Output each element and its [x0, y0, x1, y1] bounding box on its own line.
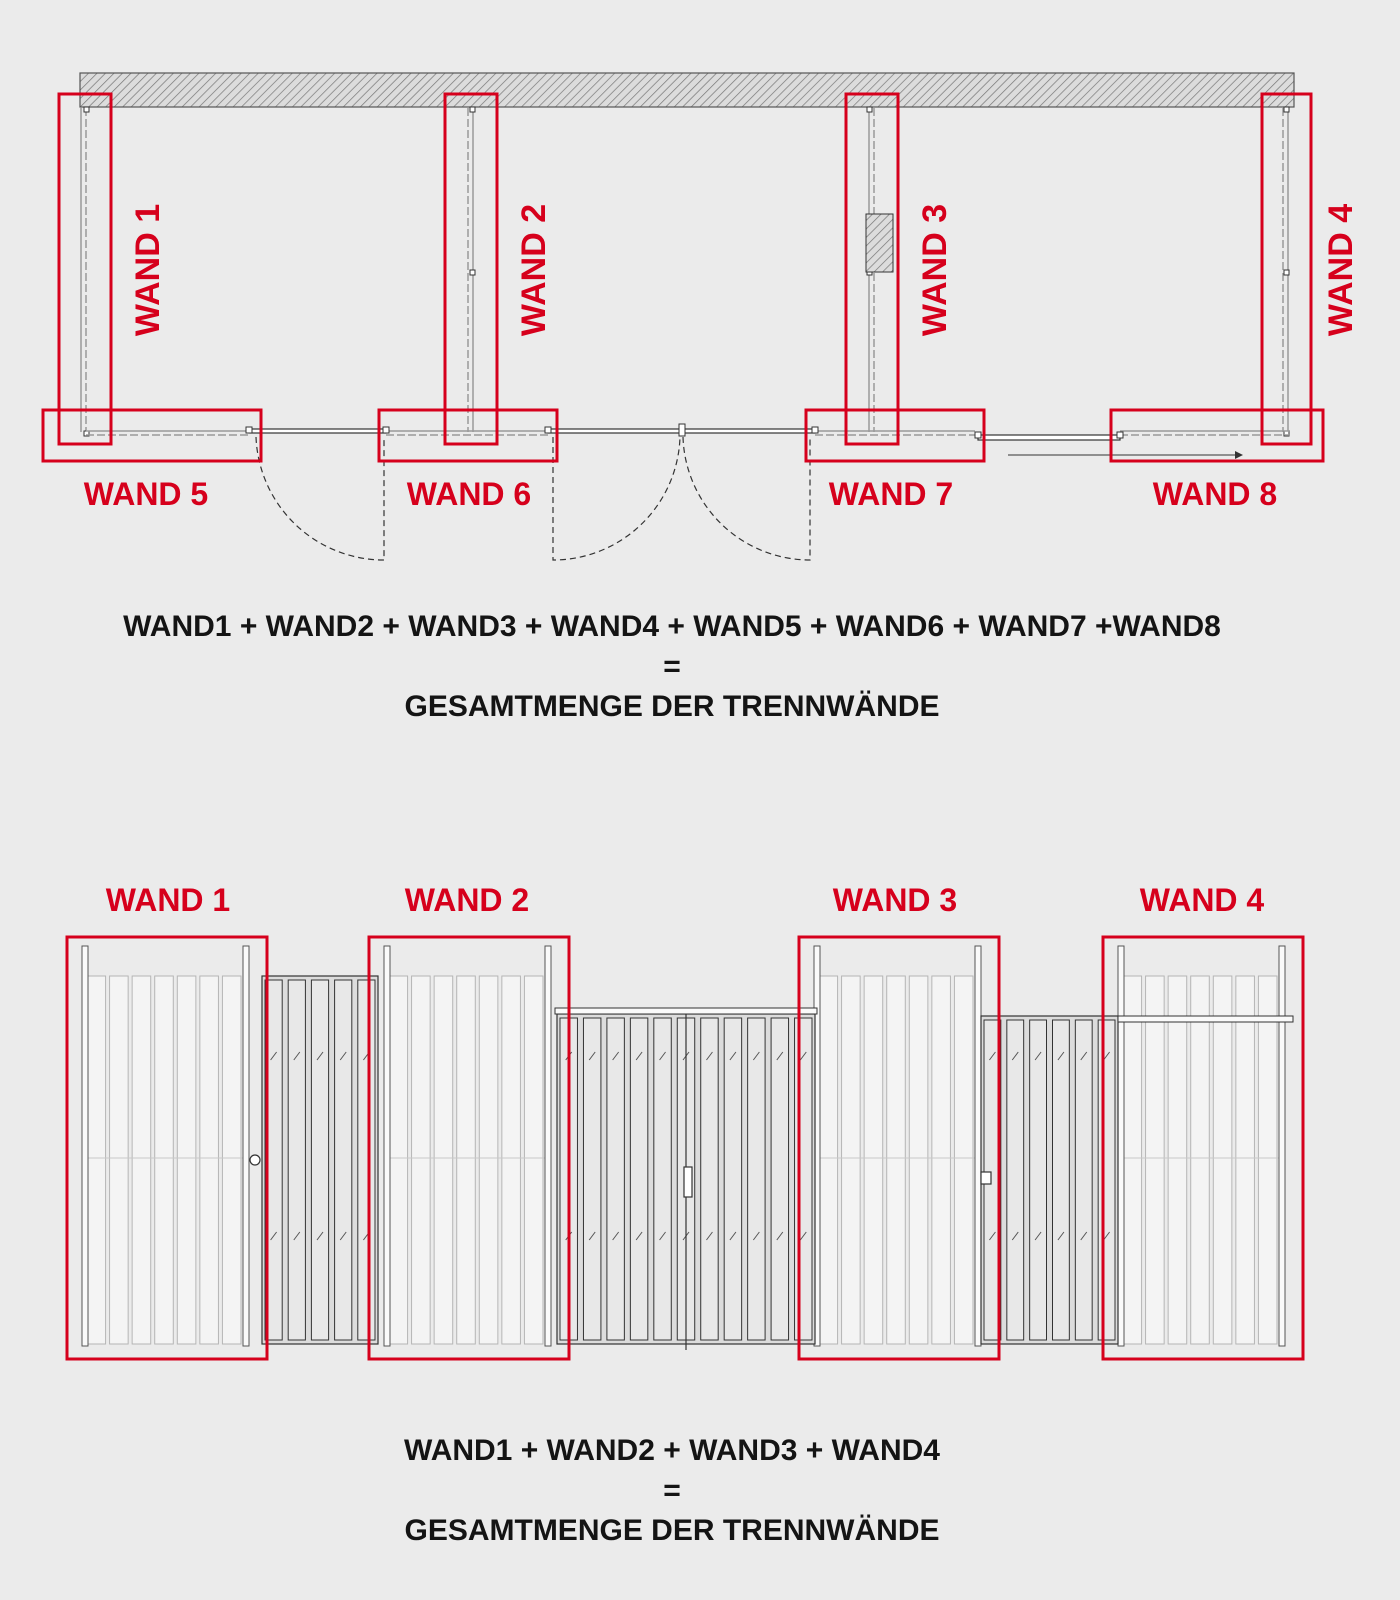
- floor-plan: [43, 73, 1360, 723]
- plan-partition-2: [468, 107, 475, 432]
- frame-wand-2: [445, 94, 497, 444]
- door-handle-1: [250, 1155, 260, 1165]
- elev-label-wand-2: WAND 2: [404, 882, 530, 918]
- plan-double-door: [545, 424, 818, 560]
- elevation-panels: [82, 946, 1293, 1350]
- plan-partition-4: [1283, 107, 1289, 436]
- frame-wand-1: [59, 94, 111, 444]
- elevation-wall-4: [1118, 946, 1285, 1346]
- elevation-door-1: [262, 976, 378, 1344]
- plan-label-wand-4: WAND 4: [1321, 203, 1360, 337]
- plan-label-wand-3: WAND 3: [915, 203, 954, 337]
- elevation-formula: [404, 1434, 940, 1547]
- elev-formula-line-2: =: [663, 1474, 681, 1507]
- rear-wall: [80, 73, 1294, 107]
- plan-label-wand-7: WAND 7: [828, 476, 954, 512]
- plan-partition-1: [81, 107, 89, 436]
- sliding-rail: [1118, 1016, 1293, 1022]
- plan-labels: [84, 204, 1360, 512]
- elev-formula-line-3: GESAMTMENGE DER TRENNWÄNDE: [404, 1514, 940, 1547]
- hatched-column: [866, 214, 893, 272]
- elevation: [67, 882, 1303, 1547]
- plan-partition-3: [866, 107, 893, 432]
- plan-label-wand-1: WAND 1: [128, 203, 167, 337]
- plan-highlight-frames: [43, 94, 1323, 461]
- elev-label-wand-3: WAND 3: [832, 882, 958, 918]
- elevation-sliding-door: [981, 1016, 1118, 1344]
- door-lock-2: [684, 1167, 692, 1197]
- frame-wand-4: [1262, 94, 1311, 444]
- plan-label-wand-2: WAND 2: [514, 203, 553, 337]
- door-handle-3: [981, 1172, 991, 1184]
- elevation-wall-3: [814, 946, 981, 1346]
- door-top-rail-2: [555, 1008, 817, 1014]
- plan-formula: [123, 610, 1221, 723]
- elev-label-wand-4: WAND 4: [1139, 882, 1265, 918]
- plan-door-1: [246, 427, 389, 560]
- elevation-labels: [106, 882, 1265, 918]
- plan-formula-line-3: GESAMTMENGE DER TRENNWÄNDE: [404, 690, 940, 723]
- plan-label-wand-5: WAND 5: [83, 476, 209, 512]
- elevation-wall-2: [384, 946, 551, 1346]
- elevation-wall-1: [82, 946, 249, 1346]
- plan-formula-line-2: =: [663, 650, 681, 683]
- plan-label-wand-8: WAND 8: [1152, 476, 1278, 512]
- elev-label-wand-1: WAND 1: [105, 882, 231, 918]
- plan-label-wand-6: WAND 6: [406, 476, 532, 512]
- plan-sliding-door: [975, 432, 1243, 459]
- elev-formula-line-1: WAND1 + WAND2 + WAND3 + WAND4: [404, 1434, 940, 1467]
- plan-formula-line-1: WAND1 + WAND2 + WAND3 + WAND4 + WAND5 + WAND6 + WAND7 +WAND8: [123, 610, 1221, 643]
